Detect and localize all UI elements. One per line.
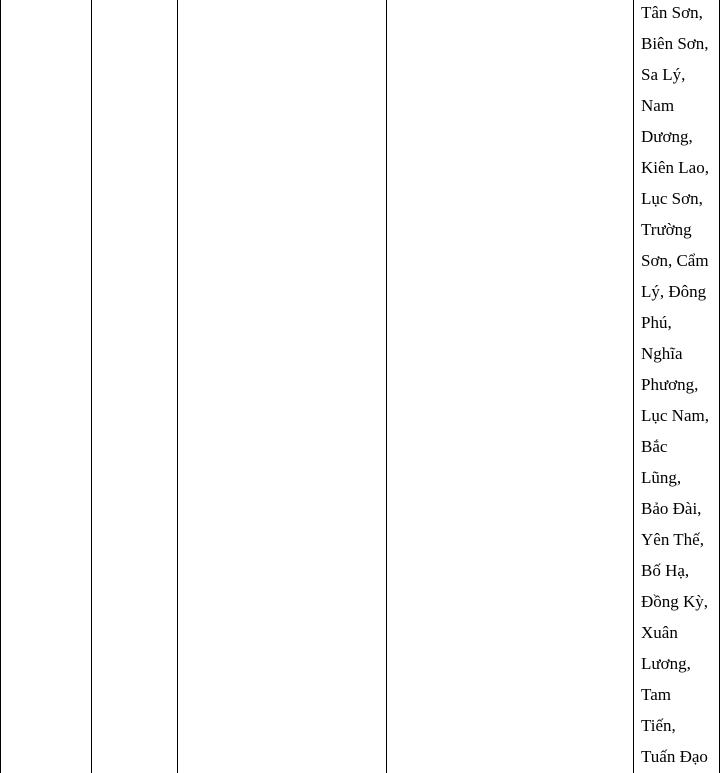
cell-text-line: Lương,: [641, 654, 691, 673]
cell-text-line: Phú,: [641, 313, 672, 332]
cell-text-line: Tiến,: [641, 716, 676, 735]
column-border: [633, 0, 634, 773]
cell-text-line: Sơn, Cẩm: [641, 251, 709, 270]
cell-text-line: Bảo Đài,: [641, 499, 702, 518]
cell-text-line: Lũng,: [641, 468, 682, 487]
cell-text-line: Dương,: [641, 127, 693, 146]
cell-text-line: Nghĩa: [641, 344, 683, 363]
cell-text-line: Biên Sơn,: [641, 34, 709, 53]
cell-text-line: Phương,: [641, 375, 699, 394]
cell-text-line: Xuân: [641, 623, 678, 642]
cell-text-line: Tam: [641, 685, 671, 704]
cell-text-line: Kiên Lao,: [641, 158, 709, 177]
cell-text-line: Tuấn Đạo: [641, 747, 708, 766]
cell-text-line: Nam: [641, 96, 675, 115]
table-cell-col1: [1, 0, 91, 773]
table-cell-col3: [178, 0, 386, 773]
cell-text-line: Tân Sơn,: [641, 3, 703, 22]
cell-text-line: Bắc: [641, 437, 668, 456]
cell-text-line: Lục Nam,: [641, 406, 709, 425]
cell-text-line: Trường: [641, 220, 692, 239]
cell-text-line: Đồng Kỳ,: [641, 592, 709, 611]
table-cell-col4: [387, 0, 633, 773]
cell-text-line: Lý, Đông: [641, 282, 707, 301]
cell-text-line: Yên Thế,: [641, 530, 704, 549]
cell-text-line: Sa Lý,: [641, 65, 686, 84]
cell-text-line: Lục Sơn,: [641, 189, 703, 208]
cell-text-line: Bố Hạ,: [641, 561, 690, 580]
table-cell-col2: [92, 0, 177, 773]
